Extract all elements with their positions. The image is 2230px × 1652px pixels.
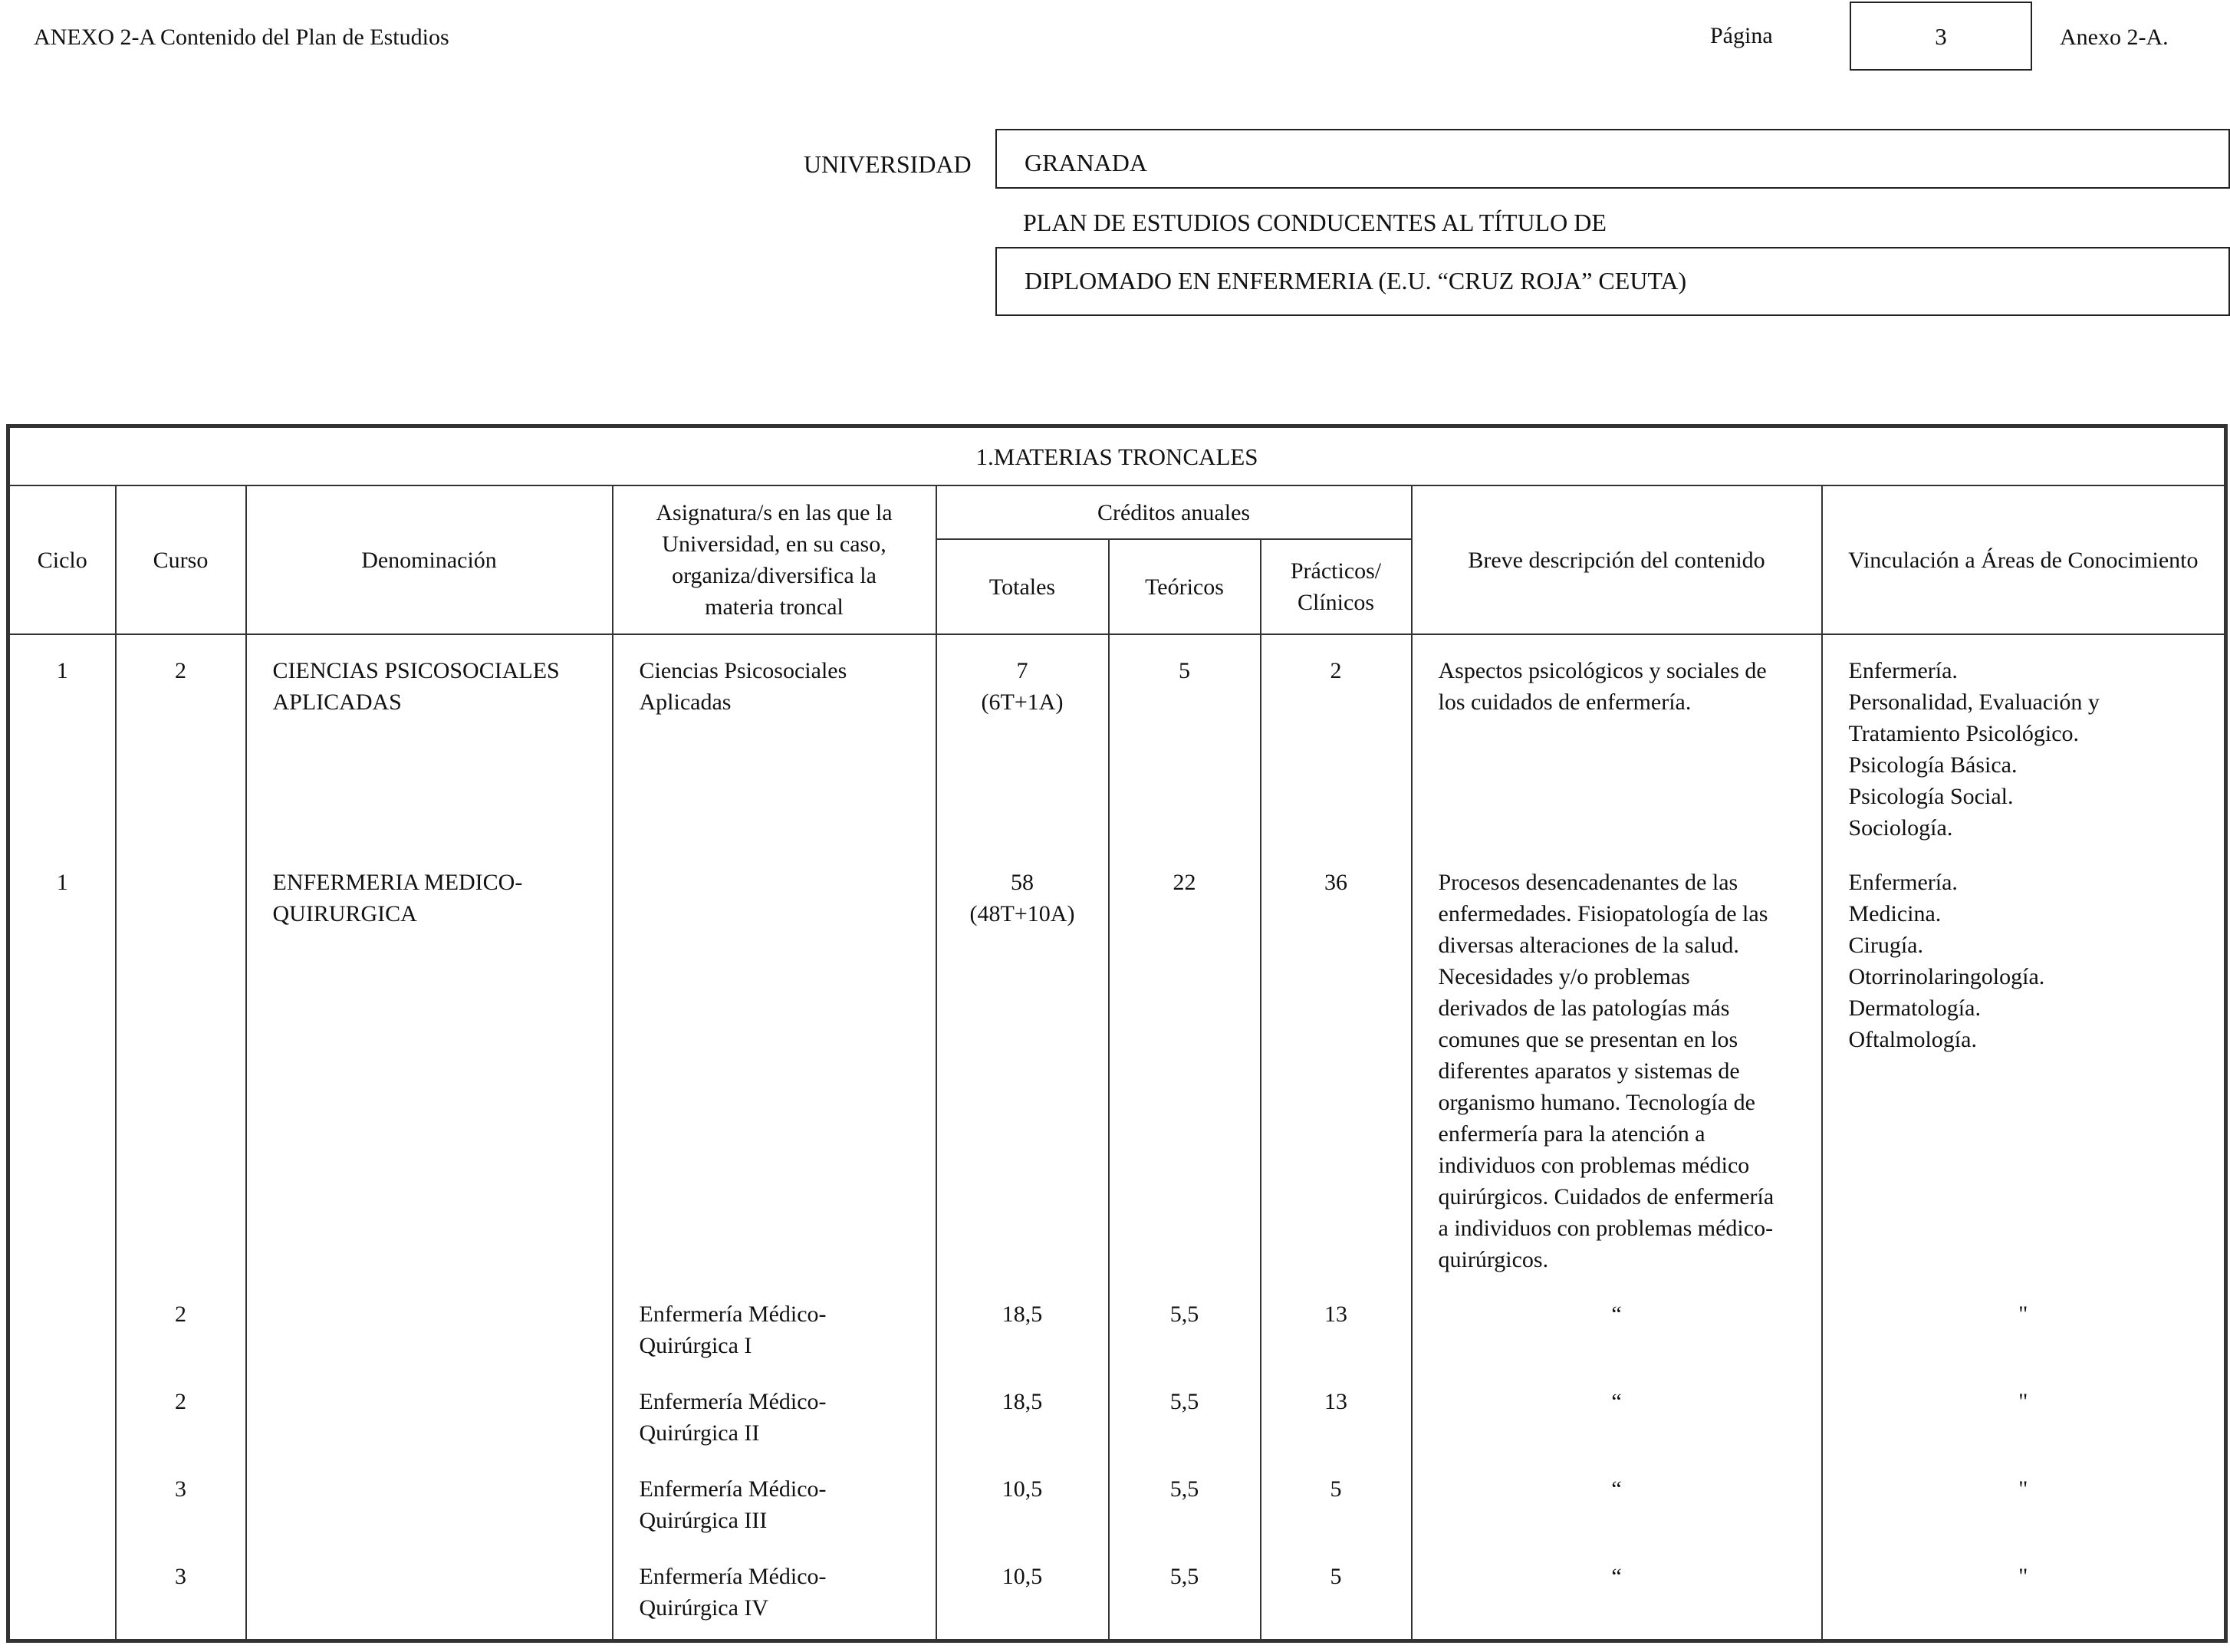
cell-curso (116, 867, 246, 1298)
text-line: APLICADAS (272, 689, 402, 715)
cell-teoricos: 5 (1109, 634, 1261, 867)
cell-descripcion (1412, 634, 1822, 867)
text-line: comunes que se presentan en los (1438, 1027, 1738, 1052)
text-line: enfermedades. Fisiopatología de las (1438, 901, 1768, 926)
cell-ciclo (8, 1386, 116, 1473)
cell-vinculacion-ditto: " (1822, 1561, 2226, 1641)
cell-descripcion-ditto: “ (1412, 1386, 1822, 1473)
col-header-creditos: Créditos anuales (936, 485, 1412, 539)
cell-asignatura (613, 867, 936, 1298)
text-line: Enfermería. (1848, 870, 1958, 895)
cell-denominacion (246, 867, 613, 1298)
cell-totales: 18,5 (936, 1298, 1109, 1386)
cell-teoricos: 5,5 (1109, 1561, 1261, 1641)
degree-title-box (995, 247, 2230, 316)
annex-label: Anexo 2-A. (2060, 25, 2169, 50)
text-line: Medicina. (1848, 901, 1942, 926)
text-line: Cirugía. (1848, 933, 1923, 958)
cell-practicos: 5 (1261, 1473, 1412, 1561)
text-line: Quirúrgica IV (639, 1595, 769, 1621)
cell-denominacion (246, 1473, 613, 1561)
text-line: enfermería para la atención a (1438, 1121, 1705, 1147)
text-line: individuos con problemas médico (1438, 1153, 1750, 1178)
text-line: quirúrgicos. (1438, 1247, 1549, 1272)
col-header-ciclo: Ciclo (8, 485, 116, 634)
text-line: diversas alteraciones de la salud. (1438, 933, 1739, 958)
section-title: 1.MATERIAS TRONCALES (8, 426, 2226, 486)
text-line: derivados de las patologías más (1438, 995, 1730, 1021)
university-label: UNIVERSIDAD (804, 150, 972, 178)
text-line: Psicología Social. (1848, 784, 2014, 809)
table-row (8, 1561, 2226, 1641)
col-header-vinculacion: Vinculación a Áreas de Conocimiento (1822, 485, 2226, 634)
cell-practicos: 2 (1261, 634, 1412, 867)
text-line: Quirúrgica II (639, 1420, 760, 1446)
cell-totales: 10,5 (936, 1561, 1109, 1641)
page-number: 3 (1935, 23, 1947, 50)
text-line: Enfermería Médico- (639, 1302, 827, 1327)
cell-descripcion-ditto: “ (1412, 1298, 1822, 1386)
col-header-asignatura-line: organiza/diversifica la (672, 563, 877, 588)
cell-practicos: 5 (1261, 1561, 1412, 1641)
text-line: (48T+10A) (969, 901, 1075, 926)
cell-vinculacion (1822, 634, 2226, 867)
text-line: Oftalmología. (1848, 1027, 1977, 1052)
cell-ciclo (8, 1298, 116, 1386)
cell-curso: 2 (116, 634, 246, 867)
cell-denominacion (246, 1561, 613, 1641)
cell-practicos: 36 (1261, 867, 1412, 1298)
col-header-asignatura-line: materia troncal (705, 594, 844, 620)
text-line: Enfermería Médico- (639, 1476, 827, 1502)
cell-teoricos: 5,5 (1109, 1473, 1261, 1561)
table-row (8, 1386, 2226, 1473)
text-line: Enfermería Médico- (639, 1564, 827, 1589)
cell-teoricos: 22 (1109, 867, 1261, 1298)
cell-vinculacion-ditto: " (1822, 1473, 2226, 1561)
text-line: Sociología. (1848, 815, 1953, 841)
cell-asignatura (613, 1473, 936, 1561)
cell-denominacion (246, 1298, 613, 1386)
text-line: 58 (1011, 870, 1034, 895)
text-line: los cuidados de enfermería. (1438, 689, 1692, 715)
cell-denominacion (246, 1386, 613, 1473)
text-line: Enfermería Médico- (639, 1389, 827, 1414)
cell-asignatura (613, 1298, 936, 1386)
col-header-practicos-line: Prácticos/ (1290, 558, 1382, 584)
university-name-box (995, 129, 2230, 189)
cell-descripcion (1412, 867, 1822, 1298)
cell-ciclo (8, 1473, 116, 1561)
cell-practicos: 13 (1261, 1386, 1412, 1473)
cell-vinculacion-ditto: " (1822, 1298, 2226, 1386)
col-header-denominacion: Denominación (246, 485, 613, 634)
cell-ciclo: 1 (8, 867, 116, 1298)
cell-teoricos: 5,5 (1109, 1298, 1261, 1386)
text-line: Quirúrgica I (639, 1333, 752, 1358)
table-row (8, 867, 2226, 1298)
cell-totales: 18,5 (936, 1386, 1109, 1473)
text-line: QUIRURGICA (272, 901, 417, 926)
text-line: Ciencias Psicosociales (639, 658, 847, 683)
text-line: Enfermería. (1848, 658, 1958, 683)
text-line: Tratamiento Psicológico. (1848, 721, 2080, 746)
text-line: (6T+1A) (981, 689, 1064, 715)
text-line: Aspectos psicológicos y sociales de (1438, 658, 1767, 683)
cell-asignatura (613, 1561, 936, 1641)
cell-curso: 3 (116, 1473, 246, 1561)
text-line: quirúrgicos. Cuidados de enfermería (1438, 1184, 1774, 1209)
table-row (8, 634, 2226, 867)
cell-curso: 3 (116, 1561, 246, 1641)
text-line: a individuos con problemas médico- (1438, 1216, 1774, 1241)
text-line: Necesidades y/o problemas (1438, 964, 1690, 989)
text-line: organismo humano. Tecnología de (1438, 1090, 1755, 1115)
document-header-title: ANEXO 2-A Contenido del Plan de Estudios (34, 25, 449, 50)
cell-vinculacion-ditto: " (1822, 1386, 2226, 1473)
cell-totales: 10,5 (936, 1473, 1109, 1561)
cell-vinculacion (1822, 867, 2226, 1298)
text-line: ENFERMERIA MEDICO- (272, 870, 523, 895)
cell-teoricos: 5,5 (1109, 1386, 1261, 1473)
cell-curso: 2 (116, 1298, 246, 1386)
cell-totales (936, 867, 1109, 1298)
col-header-teoricos: Teóricos (1109, 539, 1261, 634)
plan-label: PLAN DE ESTUDIOS CONDUCENTES AL TÍTULO DE (1023, 209, 1607, 236)
col-header-curso: Curso (116, 485, 246, 634)
col-header-asignatura-line: Universidad, en su caso, (662, 531, 886, 557)
text-line: Quirúrgica III (639, 1508, 768, 1533)
cell-asignatura (613, 1386, 936, 1473)
cell-ciclo: 1 (8, 634, 116, 867)
table-row (8, 1473, 2226, 1561)
page-number-box (1850, 2, 2032, 71)
table-row (8, 1298, 2226, 1386)
col-header-asignatura (613, 485, 936, 634)
cell-ciclo (8, 1561, 116, 1641)
cell-practicos: 13 (1261, 1298, 1412, 1386)
cell-curso: 2 (116, 1386, 246, 1473)
cell-totales (936, 634, 1109, 867)
text-line: Psicología Básica. (1848, 752, 2018, 778)
text-line: CIENCIAS PSICOSOCIALES (272, 658, 560, 683)
text-line: Dermatología. (1848, 995, 1981, 1021)
col-header-totales: Totales (936, 539, 1109, 634)
cell-descripcion-ditto: “ (1412, 1473, 1822, 1561)
text-line: 7 (1016, 658, 1028, 683)
col-header-asignatura-line: Asignatura/s en las que la (656, 500, 893, 525)
cell-descripcion-ditto: “ (1412, 1561, 1822, 1641)
materias-troncales-table (6, 424, 2228, 1643)
cell-asignatura (613, 634, 936, 867)
text-line: Personalidad, Evaluación y (1848, 689, 2100, 715)
cell-denominacion (246, 634, 613, 867)
col-header-practicos (1261, 539, 1412, 634)
page-label: Página (1710, 23, 1773, 48)
col-header-practicos-line: Clínicos (1297, 590, 1374, 615)
degree-title: DIPLOMADO EN ENFERMERIA (E.U. “CRUZ ROJA” CEUTA) (1025, 267, 1687, 295)
text-line: Otorrinolaringología. (1848, 964, 2045, 989)
university-name: GRANADA (1025, 149, 1147, 176)
text-line: Procesos desencadenantes de las (1438, 870, 1738, 895)
text-line: diferentes aparatos y sistemas de (1438, 1058, 1740, 1084)
text-line: Aplicadas (639, 689, 732, 715)
col-header-descripcion: Breve descripción del contenido (1412, 485, 1822, 634)
